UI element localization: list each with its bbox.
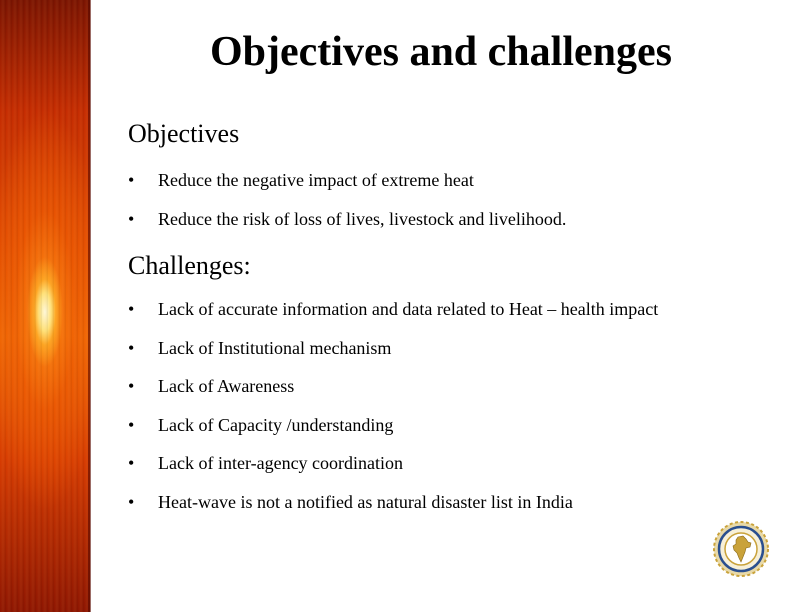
objective-text: Reduce the negative impact of extreme heat	[158, 170, 474, 190]
sidebar-edge	[88, 0, 91, 612]
bullet-icon: •	[128, 299, 135, 319]
bullet-icon: •	[128, 376, 135, 396]
bullet-icon: •	[128, 414, 135, 435]
challenge-text: Lack of Capacity /understanding	[158, 414, 394, 435]
challenge-text: Lack of Awareness	[158, 376, 295, 396]
decorative-flame-sidebar	[0, 0, 90, 612]
ndma-emblem-icon	[712, 520, 770, 578]
slide-title: Objectives and challenges	[210, 29, 672, 75]
challenges-heading: Challenges:	[128, 251, 251, 280]
challenge-text: Lack of inter-agency coordination	[158, 453, 404, 473]
challenge-text: Lack of accurate information and data related to Heat – health impact	[158, 299, 659, 319]
challenge-text: Heat-wave is not a notified as natural disaster list in India	[158, 491, 573, 512]
objectives-heading: Objectives	[128, 119, 240, 148]
objective-text: Reduce the risk of loss of lives, livestock and livelihood.	[158, 208, 567, 229]
bullet-icon: •	[128, 453, 135, 473]
bullet-icon: •	[128, 170, 135, 190]
bullet-icon: •	[128, 491, 135, 512]
challenge-text: Lack of Institutional mechanism	[158, 337, 392, 358]
bullet-icon: •	[128, 208, 135, 229]
bullet-icon: •	[128, 337, 135, 358]
